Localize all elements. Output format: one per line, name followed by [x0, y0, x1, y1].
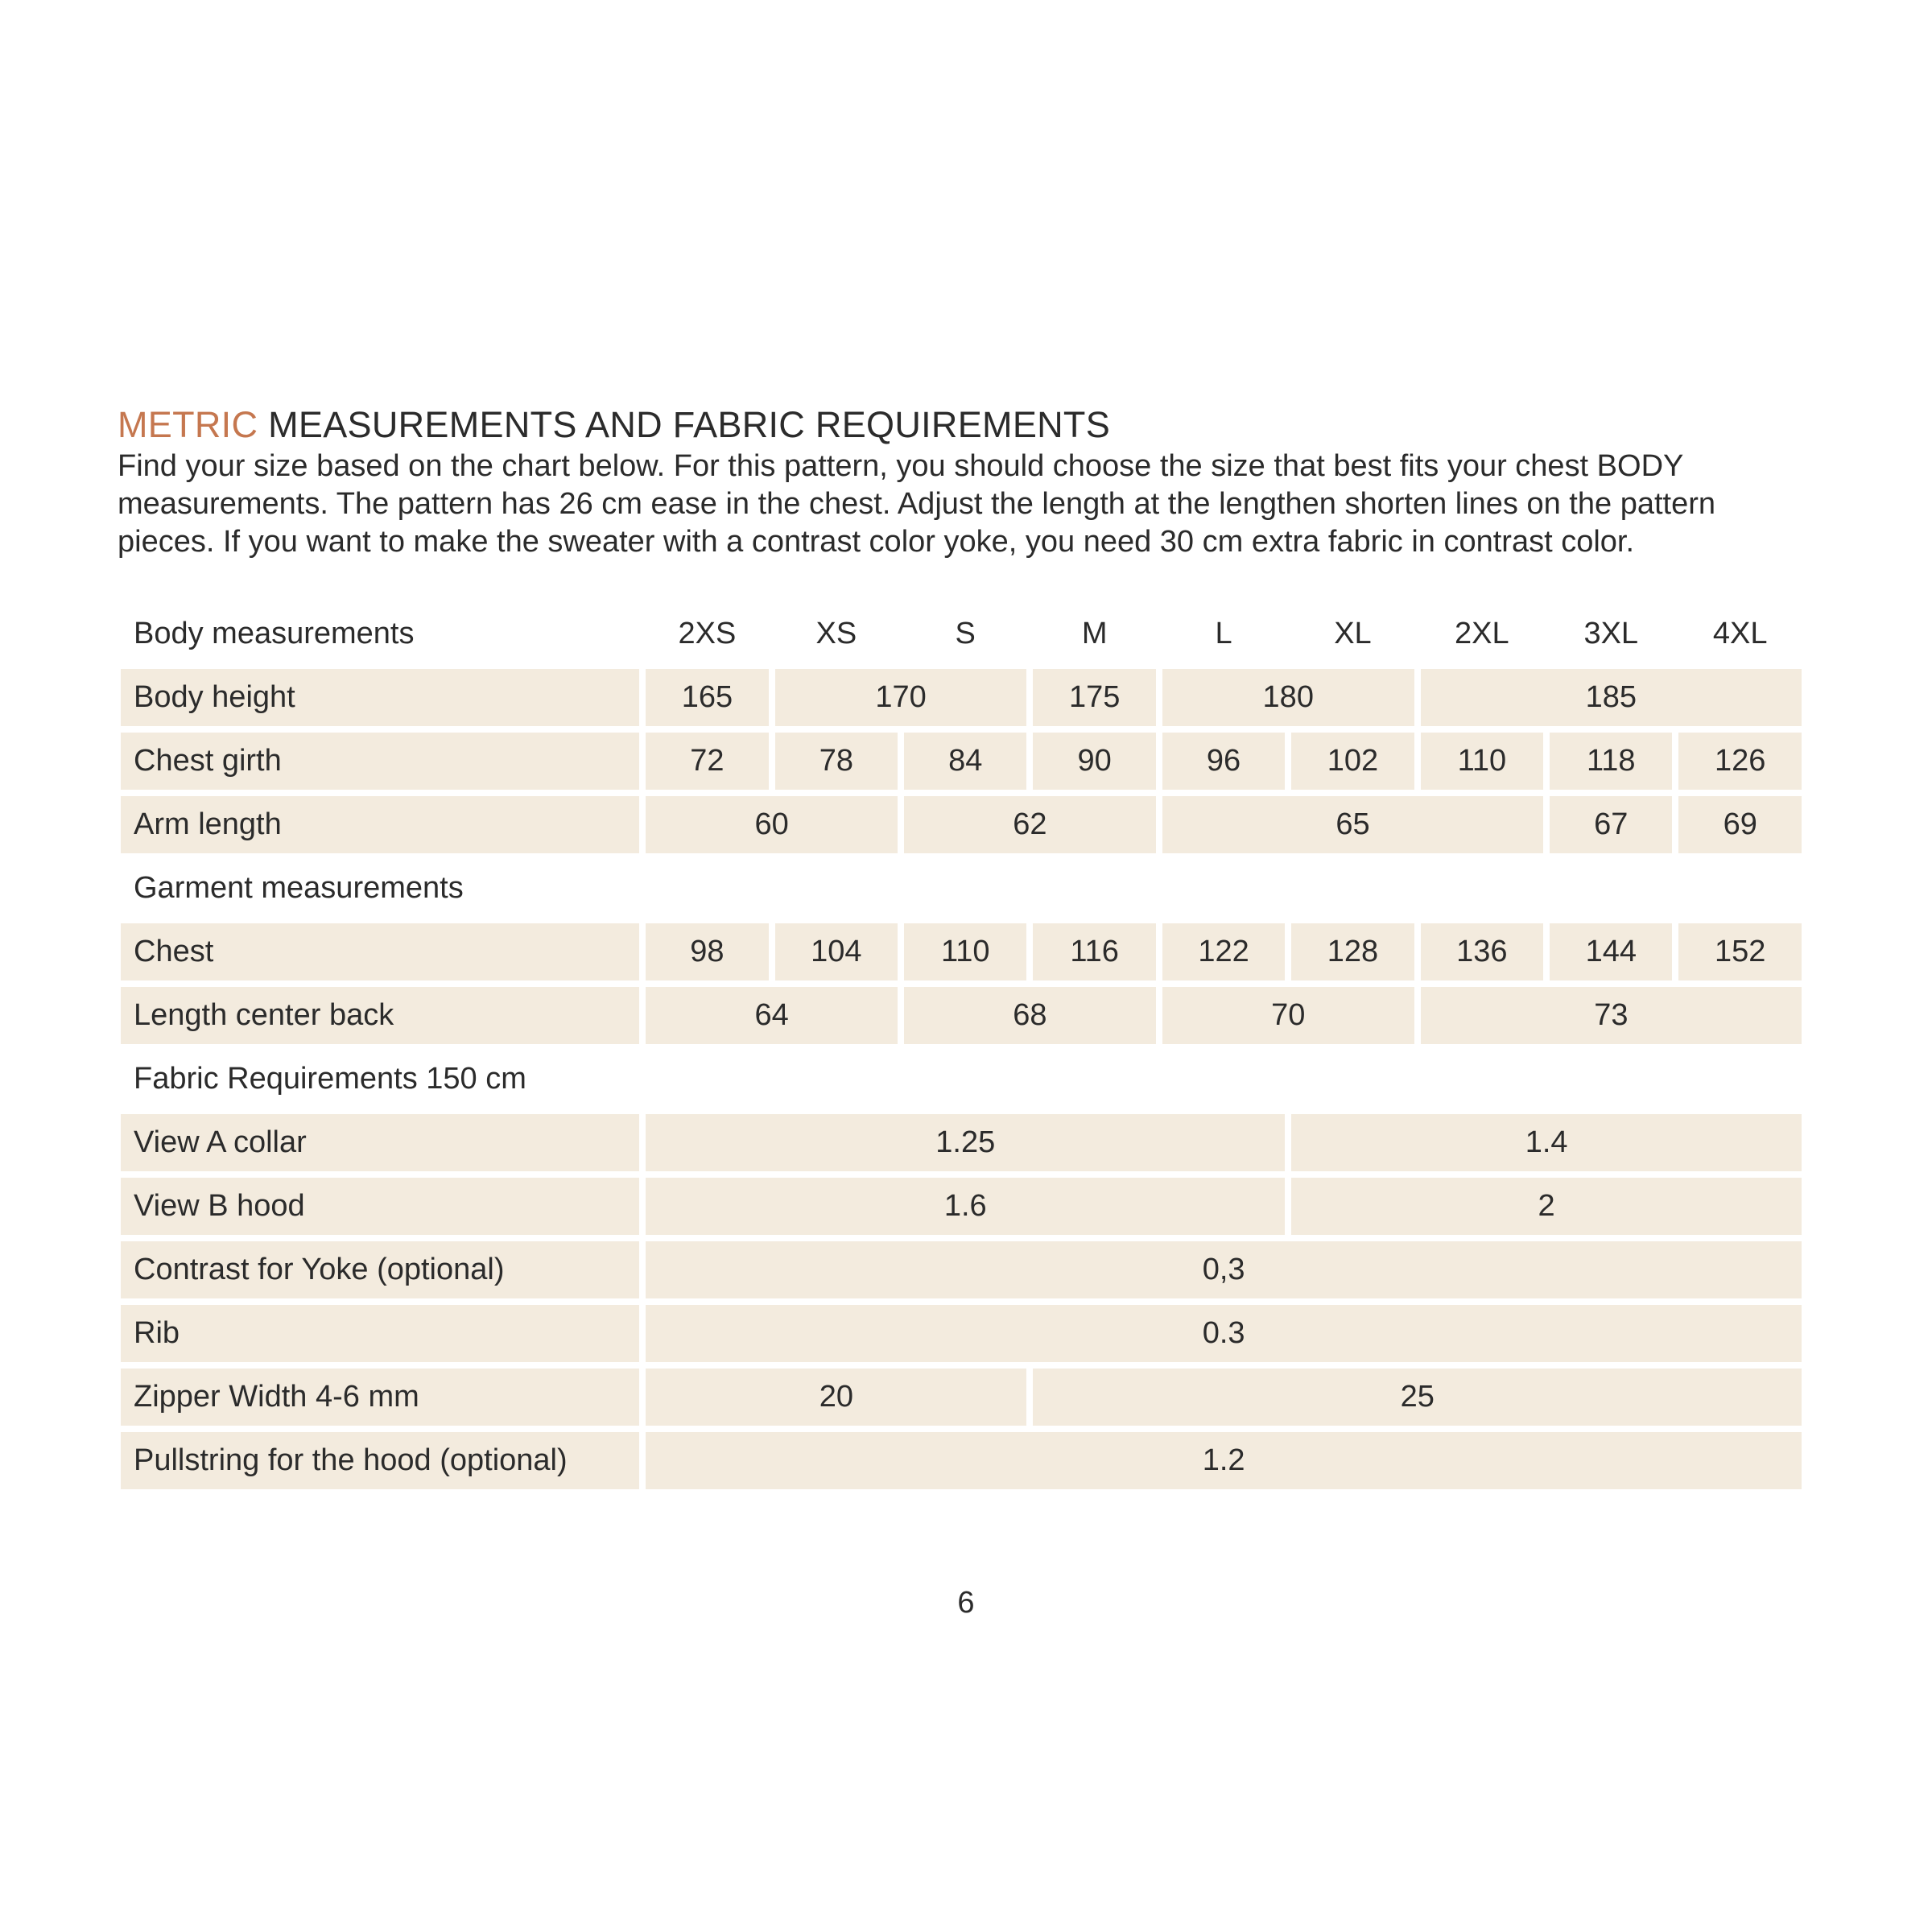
value-cell: 73: [1421, 987, 1802, 1044]
value-cell: 185: [1421, 669, 1802, 726]
value-cell: 98: [646, 923, 768, 980]
value-cell: 110: [904, 923, 1026, 980]
value-cell: 62: [904, 796, 1156, 853]
value-cell: 118: [1550, 733, 1672, 790]
value-cell: 102: [1291, 733, 1414, 790]
table-row: [121, 1241, 1802, 1298]
intro-line: Find your size based on the chart below. For this pattern, you should choose the size that best fits your chest BODY: [118, 449, 1684, 483]
value-cell: 144: [1550, 923, 1672, 980]
table-row: [121, 733, 1802, 790]
value-cell: 126: [1678, 733, 1802, 790]
row-label: Length center back: [121, 987, 639, 1044]
row-label: Contrast for Yoke (optional): [121, 1241, 639, 1298]
row-label: Fabric Requirements 150 cm: [134, 1062, 526, 1096]
value-cell: 0,3: [646, 1241, 1802, 1298]
value-cell: 78: [775, 733, 898, 790]
table-row: [121, 923, 1802, 980]
page-heading: [118, 402, 1110, 448]
row-label: Body height: [121, 669, 639, 726]
table-row: [121, 796, 1802, 853]
intro-line: measurements. The pattern has 26 cm ease in the chest. Adjust the length at the lengthen shorten lines on the pattern: [118, 487, 1715, 521]
size-header-cell: [646, 860, 1802, 917]
value-cell: 90: [1033, 733, 1155, 790]
size-header-cell: XL: [1334, 617, 1372, 650]
heading-text: MEASUREMENTS AND FABRIC REQUIREMENTS: [258, 404, 1111, 445]
value-cell: 175: [1033, 669, 1155, 726]
value-cell: 152: [1678, 923, 1802, 980]
value-cell: 25: [1033, 1368, 1802, 1426]
value-cell: 122: [1162, 923, 1285, 980]
row-label: Arm length: [121, 796, 639, 853]
value-cell: 1.6: [646, 1178, 1285, 1235]
table-row: [121, 1305, 1802, 1362]
size-header-cell: 2XS: [678, 617, 737, 650]
size-header-cell: M: [1081, 617, 1108, 650]
value-cell: 170: [775, 669, 1027, 726]
value-cell: 1.4: [1291, 1114, 1802, 1171]
size-header-cell: 2XL: [1455, 617, 1509, 650]
value-cell: 0.3: [646, 1305, 1802, 1362]
value-cell: 116: [1033, 923, 1155, 980]
value-cell: 1.25: [646, 1114, 1285, 1171]
section-header-row: [121, 1051, 1802, 1108]
page-number: 6: [957, 1586, 975, 1620]
value-cell: 67: [1550, 796, 1672, 853]
table-row: [121, 987, 1802, 1044]
intro-paragraph: [118, 448, 1715, 561]
size-chart-table: [114, 599, 1808, 1496]
value-cell: 84: [904, 733, 1026, 790]
size-header-cell: [646, 1051, 1802, 1108]
value-cell: 165: [646, 669, 768, 726]
value-cell: 180: [1162, 669, 1414, 726]
size-header-cell: S: [955, 617, 976, 650]
table-row: [121, 1178, 1802, 1235]
value-cell: 96: [1162, 733, 1285, 790]
value-cell: 110: [1421, 733, 1543, 790]
row-label: Garment measurements: [134, 871, 464, 905]
row-label: Chest girth: [121, 733, 639, 790]
size-header-cell: 4XL: [1712, 617, 1768, 650]
row-label: Pullstring for the hood (optional): [121, 1432, 639, 1489]
value-cell: 60: [646, 796, 898, 853]
value-cell: 64: [646, 987, 898, 1044]
value-cell: 2: [1291, 1178, 1802, 1235]
value-cell: 128: [1291, 923, 1414, 980]
value-cell: 65: [1162, 796, 1543, 853]
table-row: [121, 1114, 1802, 1171]
row-label: Rib: [121, 1305, 639, 1362]
size-header-cell: 3XL: [1583, 617, 1639, 650]
size-chart-body: [121, 605, 1802, 1489]
row-label: Chest: [121, 923, 639, 980]
heading-accent: METRIC: [118, 404, 258, 445]
section-header-row: [121, 860, 1802, 917]
value-cell: 72: [646, 733, 768, 790]
table-row: [121, 1432, 1802, 1489]
row-label: Zipper Width 4-6 mm: [121, 1368, 639, 1426]
value-cell: 20: [646, 1368, 1026, 1426]
row-label: Body measurements: [134, 617, 415, 650]
size-header-cell: L: [1215, 617, 1232, 650]
value-cell: 70: [1162, 987, 1414, 1044]
section-header-row: [121, 605, 1802, 663]
row-label: View A collar: [121, 1114, 639, 1171]
value-cell: 1.2: [646, 1432, 1802, 1489]
value-cell: 68: [904, 987, 1156, 1044]
value-cell: 136: [1421, 923, 1543, 980]
row-label: View B hood: [121, 1178, 639, 1235]
value-cell: 69: [1678, 796, 1802, 853]
value-cell: 104: [775, 923, 898, 980]
table-row: [121, 669, 1802, 726]
intro-line: pieces. If you want to make the sweater with a contrast color yoke, you need 30 cm extra fabric in contrast color.: [118, 525, 1635, 559]
table-row: [121, 1368, 1802, 1426]
size-header-cell: XS: [815, 617, 857, 650]
